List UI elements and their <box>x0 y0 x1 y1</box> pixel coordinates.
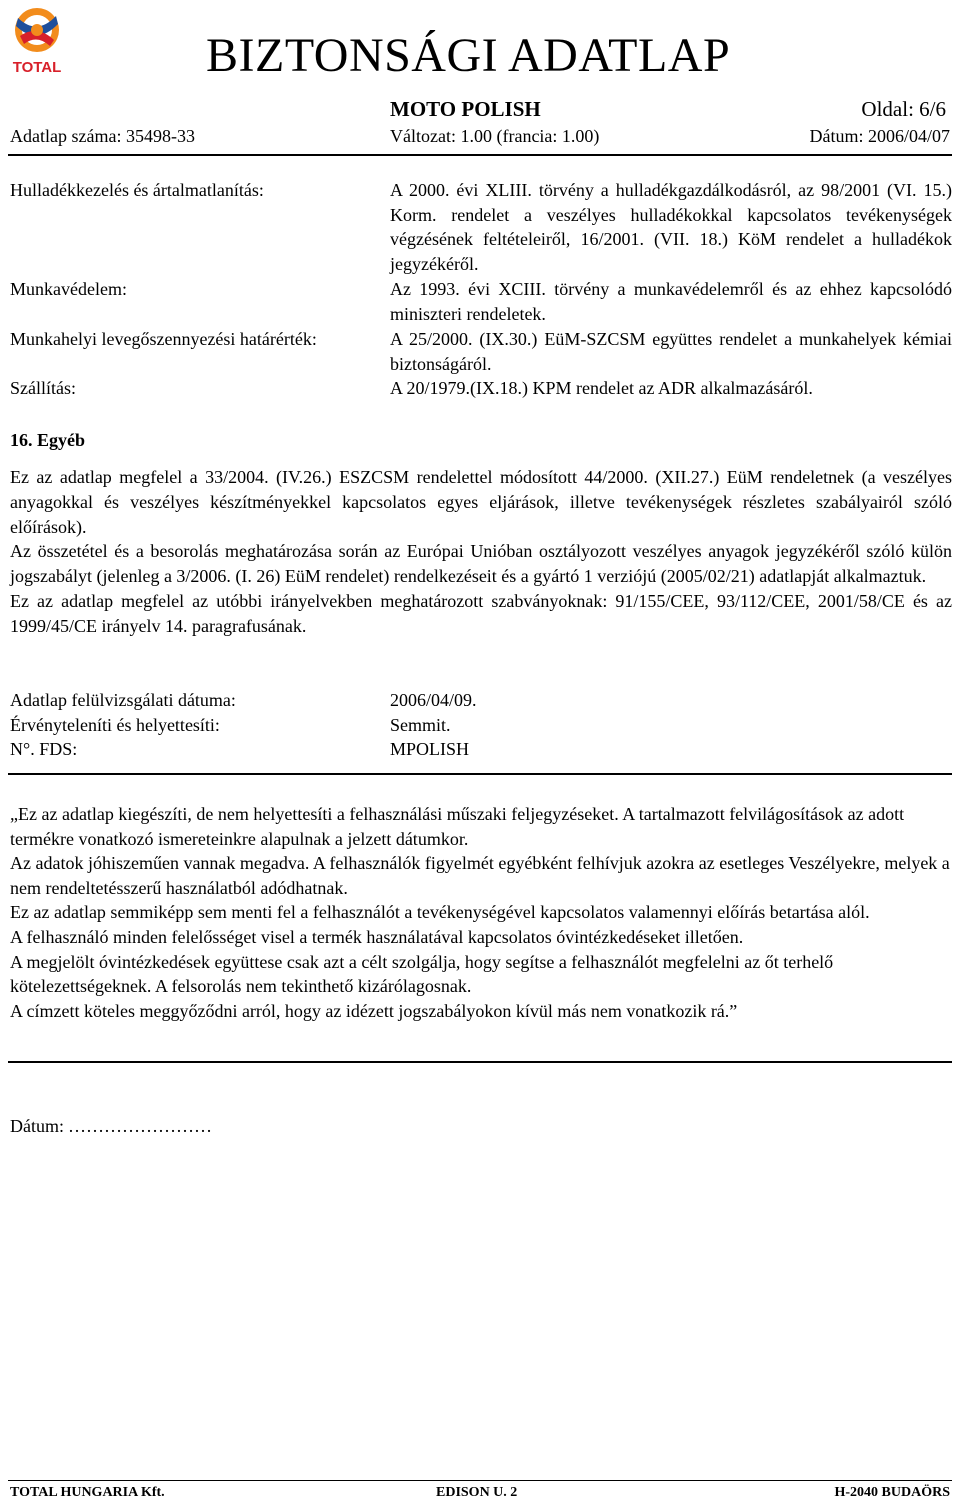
footer-divider <box>8 1480 952 1481</box>
disclaimer-line: A címzett köteles meggyőződni arról, hogy az idézett jogszabályokon kívül más nem vonatkozik rá.” <box>10 1000 738 1021</box>
regulation-text: A 20/1979.(IX.18.) KPM rendelet az ADR alkalmazásáról. <box>390 378 813 398</box>
footer-city: H-2040 BUDAÖRS <box>834 1485 950 1500</box>
sheet-number: Adatlap száma: 35498-33 <box>10 126 195 146</box>
info-value: MPOLISH <box>390 739 470 759</box>
total-logo <box>6 6 68 78</box>
regulation-row-waste <box>10 178 952 276</box>
section-16-paragraph: Ez az adatlap megfelel az utóbbi irányelvekben meghatározott szabványoknak: 91/155/CEE, 93/112/CEE, 2001/58/CE és az 1999/45/CE irányelv 14. paragrafusának. <box>10 590 952 636</box>
section-16-body <box>10 465 952 639</box>
regulation-label: Munkahelyi levegőszennyezési határérték: <box>10 329 317 349</box>
regulation-row-air-limit <box>10 327 952 376</box>
disclaimer-line: A megjelölt óvintézkedések együttese csak azt a célt szolgálja, hogy segítse a felhasználót megfelelni az őt terhelő kötelezettségeknek. A felsorolás nem tekinthető kizárólagosnak. <box>10 951 834 997</box>
footer-street: EDISON U. 2 <box>436 1485 518 1500</box>
regulation-label: Hulladékkezelés és ártalmatlanítás: <box>10 180 264 200</box>
disclaimer-line: A felhasználó minden felelősséget visel a termék használatával kapcsolatos óvintézkedéseket illetően. <box>10 926 744 947</box>
regulation-label: Szállítás: <box>10 378 76 398</box>
logo-mark-icon <box>15 8 59 52</box>
regulation-label: Munkavédelem: <box>10 279 127 299</box>
date-fill-in-dots: …………………… <box>68 1116 212 1136</box>
disclaimer-line: Ez az adatlap semmiképp sem menti fel a felhasználót a tevékenységével kapcsolatos valamennyi előírás betartása alól. <box>10 902 870 923</box>
signature-date-line <box>10 1114 212 1138</box>
regulation-text: Az 1993. évi XCIII. törvény a munkavédelemről és az ehhez kapcsolódó miniszteri rendeletek. <box>390 279 952 324</box>
info-value: 2006/04/09. <box>390 690 477 710</box>
regulation-text: A 25/2000. (IX.30.) EüM-SZCSM együttes rendelet a munkahelyek kémiai biztonságáról. <box>390 329 952 374</box>
document-title: BIZTONSÁGI ADATLAP <box>206 29 731 82</box>
info-value: Semmit. <box>390 714 451 735</box>
regulation-row-transport <box>10 376 952 401</box>
header-date: Dátum: 2006/04/07 <box>809 126 950 146</box>
disclaimer-line: Az adatok jóhiszeműen vannak megadva. A felhasználók figyelmét egyébként felhívjuk azokra az esetleges Veszélyekre, melyek a nem rendeltetésszerű használatból adódhatnak. <box>10 853 950 898</box>
info-key: Érvényteleníti és helyettesíti: <box>10 714 220 735</box>
regulation-row-labour-safety <box>10 277 952 326</box>
header-divider <box>8 154 952 156</box>
info-key: N°. FDS: <box>10 739 78 759</box>
info-key: Adatlap felülvizsgálati dátuma: <box>10 690 236 710</box>
date-label: Dátum: <box>10 1116 64 1136</box>
regulation-text: A 2000. évi XLIII. törvény a hulladékgazdálkodásról, az 98/2001 (VI. 15.) Korm. rendelet a veszélyes hulladékokkal kapcsolatos tevékenységek végzésének feltételeiről, 16/2001. (VII. 18.) KöM rendelet a hulladékok jegyzékéről. <box>390 180 952 274</box>
section-16-paragraph: Ez az adatlap megfelel a 33/2004. (IV.26.) ESZCSM rendelettel módosított 44/2000. (XII.27.) EüM rendeletnek (a veszélyes anyagokkal és veszélyes készítményekkel kapcsolatos egyes eljárások, illetve tevékenységek részletes szabályairól szóló előírások). <box>10 467 952 537</box>
version-info: Változat: 1.00 (francia: 1.00) <box>390 126 600 146</box>
disclaimer-bottom-divider <box>8 1061 952 1063</box>
section-16-paragraph: Az összetétel és a besorolás meghatározása során az Európai Unióban osztályozott veszélyes anyagok jegyzékéről szóló külön jogszabályt (jelenleg a 3/2006. (I. 26) EüM rendelet) rendelkezéseit és a gyártó 1 verziójú (2005/02/21) adatlapját alkalmaztuk. <box>10 541 952 587</box>
disclaimer-top-divider <box>8 773 952 775</box>
logo-wordmark: TOTAL <box>12 59 62 76</box>
section-16-heading: 16. Egyéb <box>10 430 86 450</box>
disclaimer-line: „Ez az adatlap kiegészíti, de nem helyettesíti a felhasználási műszaki feljegyzéseket. A tartalmazott felvilágosítások az adott termékre vonatkozó ismereteinkre alapulnak a jelzett dátumkor. <box>10 804 905 849</box>
footer-company: TOTAL HUNGARIA Kft. <box>10 1485 165 1500</box>
disclaimer-block <box>10 802 952 1023</box>
product-name: MOTO POLISH <box>390 97 541 121</box>
page-number: Oldal: 6/6 <box>861 97 946 121</box>
